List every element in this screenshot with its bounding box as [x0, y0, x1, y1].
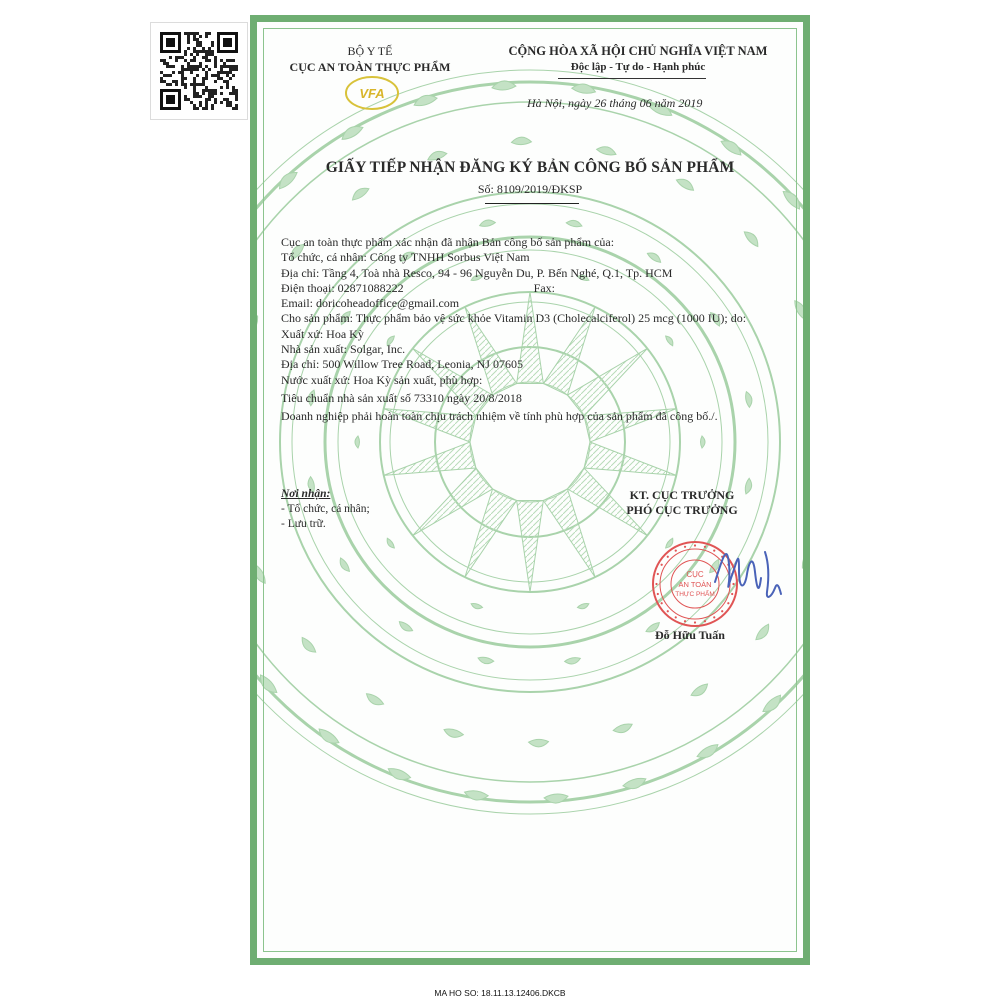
- qr-code-icon: [160, 32, 238, 110]
- dossier-code: MA HO SO: 18.11.13.12406.DKCB: [434, 988, 566, 998]
- document-body: [281, 235, 791, 425]
- motto-underline: [558, 78, 706, 79]
- signatory-block: [597, 488, 767, 518]
- qr-code: [150, 22, 248, 120]
- country-header: [483, 43, 793, 75]
- manufacturer-address-line: Địa chỉ: 500 Willow Tree Road, Leonia, NJ 07605: [281, 357, 523, 372]
- recipient-item: - Lưu trữ.: [281, 518, 326, 530]
- recipients-block: [281, 487, 370, 532]
- svg-text:VFA: VFA: [359, 86, 385, 101]
- certificate-frame: [250, 15, 810, 965]
- fax-line: Fax:: [533, 280, 555, 295]
- motto: Độc lập - Tự do - Hạnh phúc: [570, 61, 706, 73]
- recipients-label: Nơi nhận:: [281, 488, 331, 500]
- vfa-logo: [342, 73, 402, 113]
- country-name: CỘNG HÒA XÃ HỘI CHỦ NGHĨA VIỆT NAM: [508, 44, 768, 58]
- standard-line: Tiêu chuẩn nhà sản xuất số 73310 ngày 20/8/2018: [281, 390, 522, 405]
- issuer-block: [275, 43, 465, 75]
- phone-line: Điện thoại: 02871088222: [281, 280, 404, 295]
- email-line: Email: doricoheadoffice@gmail.com: [281, 296, 460, 311]
- export-country-line: Nước xuất xứ: Hoa Kỳ sản xuất, phù hợp:: [281, 372, 483, 387]
- signatory-name: Đỗ Hữu Tuấn: [655, 628, 725, 642]
- stamp-line-1: CỤC: [686, 570, 704, 579]
- agency-name: CỤC AN TOÀN THỰC PHẨM: [289, 60, 451, 74]
- handwritten-signature: [709, 534, 789, 614]
- responsibility-line: Doanh nghiệp phải hoàn toàn chịu trách nhiệm về tính phù hợp của sản phẩm đã công bố./.: [281, 409, 718, 424]
- stamp-line-2: AN TOÀN: [678, 580, 712, 589]
- product-line: Cho sản phẩm: Thực phẩm bảo vệ sức khỏe Vitamin D3 (Cholecalciferol) 25 mcg (1000 IU); do:: [281, 311, 747, 326]
- recipient-item: - Tổ chức, cá nhân;: [281, 503, 370, 515]
- signatory-title-2: PHÓ CỤC TRƯỞNG: [626, 503, 738, 517]
- intro-line: Cục an toàn thực phẩm xác nhận đã nhận Bản công bố sản phẩm của:: [281, 235, 615, 249]
- signatory-title-1: KT. CỤC TRƯỞNG: [629, 488, 735, 502]
- document-number: Số: 8109/2019/ĐKSP: [477, 182, 583, 196]
- organization-line: Tổ chức, cá nhân: Công ty TNHH Sorbus Việt Nam: [281, 250, 530, 265]
- address-line: Địa chỉ: Tầng 4, Toà nhà Resco, 94 - 96 Nguyễn Du, P. Bến Nghé, Q.1, Tp. HCM: [281, 265, 673, 280]
- stamp-line-3: THỰC PHẨM: [675, 591, 715, 598]
- phone-fax-line: [281, 281, 791, 296]
- document-title: GIẤY TIẾP NHẬN ĐĂNG KÝ BẢN CÔNG BỐ SẢN PHẨM: [325, 159, 735, 176]
- manufacturer-line: Nhà sản xuất: Solgar, Inc.: [281, 342, 406, 357]
- ministry-name: BỘ Y TẾ: [347, 44, 393, 58]
- origin-line: Xuất xứ: Hoa Kỳ: [281, 326, 364, 341]
- issue-date: Hà Nội, ngày 26 tháng 06 năm 2019: [527, 96, 703, 110]
- number-underline: [485, 203, 579, 204]
